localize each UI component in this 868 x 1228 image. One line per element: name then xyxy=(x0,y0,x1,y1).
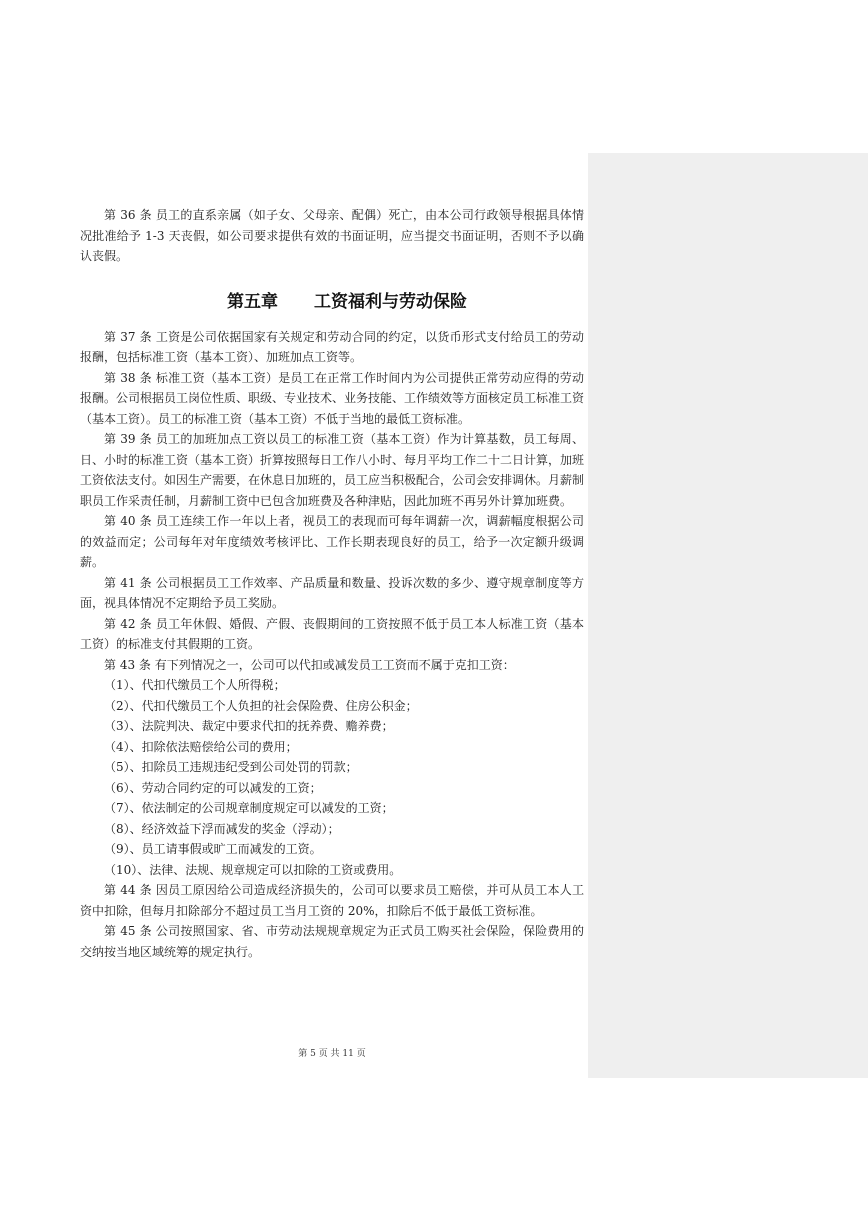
article-45: 第 45 条 公司按照国家、省、市劳动法规规章规定为正式员工购买社会保险，保险费用的交纳按当地区域统筹的规定执行。 xyxy=(80,924,584,959)
deduction-list xyxy=(80,675,584,880)
article-36: 第 36 条 员工的直系亲属（如子女、父母亲、配偶）死亡，由本公司行政领导根据具体情况批准给予 1-3 天丧假，如公司要求提供有效的书面证明，应当提交书面证明，否则不予以确认丧假。 xyxy=(80,208,584,263)
list-item: （3）、法院判决、裁定中要求代扣的抚养费、赡养费； xyxy=(104,719,394,733)
article-37: 第 37 条 工资是公司依据国家有关规定和劳动合同的约定，以货币形式支付给员工的劳动报酬，包括标准工资（基本工资）、加班加点工资等。 xyxy=(80,329,584,364)
article-42: 第 42 条 员工年休假、婚假、产假、丧假期间的工资按照不低于员工本人标准工资（基本工资）的标准支付其假期的工资。 xyxy=(80,616,584,651)
list-item: （6）、劳动合同约定的可以减发的工资； xyxy=(104,780,322,795)
list-item: （10）、法律、法规、规章规定可以扣除的工资或费用。 xyxy=(104,862,402,877)
article-39: 第 39 条 员工的加班加点工资以员工的标准工资（基本工资）作为计算基数，员工每周、日、小时的标准工资（基本工资）折算按照每日工作八小时、每月平均工作二十二日计算，加班工资依法支付。如因生产需要，在休息日加班的，员工应当积极配合，公司会安排调休。月薪制职员工作采责任制，月薪制工资中已包含加班费及各种津贴，因此加班不再另外计算加班费。 xyxy=(80,432,585,508)
list-item: （9）、员工请事假或旷工而减发的工资。 xyxy=(104,842,322,856)
document-body xyxy=(80,205,584,962)
article-44: 第 44 条 因员工原因给公司造成经济损失的，公司可以要求员工赔偿，并可从员工本人工资中扣除，但每月扣除部分不超过员工当月工资的 20%，扣除后不低于最低工资标准。 xyxy=(80,883,584,918)
list-item: （5）、扣除员工违规违纪受到公司处罚的罚款； xyxy=(104,760,358,774)
list-item: （7）、依法制定的公司规章制度规定可以减发的工资； xyxy=(104,801,394,815)
article-38: 第 38 条 标准工资（基本工资）是员工在正常工作时间内为公司提供正常劳动应得的劳动报酬。公司根据员工岗位性质、职级、专业技术、业务技能、工作绩效等方面核定员工标准工资（基本工资）。员工的标准工资（基本工资）不低于当地的最低工资标准。 xyxy=(80,370,585,426)
chapter-heading xyxy=(80,289,584,315)
list-item: （2）、代扣代缴员工个人负担的社会保险费、住房公积金； xyxy=(104,698,418,713)
list-item: （1）、代扣代缴员工个人所得税； xyxy=(104,678,286,692)
comment-margin-pane xyxy=(588,153,868,1078)
article-43: 第 43 条 有下列情况之一，公司可以代扣或减发员工工资而不属于克扣工资： xyxy=(104,657,515,672)
chapter-title: 工资福利与劳动保险 xyxy=(314,291,467,312)
chapter-number: 第五章 xyxy=(227,291,278,312)
list-item: （4）、扣除依法赔偿给公司的费用； xyxy=(104,739,298,754)
article-40: 第 40 条 员工连续工作一年以上者，视员工的表现而可每年调薪一次，调薪幅度根据公司的效益而定；公司每年对年度绩效考核评比、工作长期表现良好的员工，给予一次定额升级调薪。 xyxy=(80,514,584,569)
list-item: （8）、经济效益下浮而减发的奖金（浮动）； xyxy=(104,821,340,836)
page-number-footer: 第 5 页 共 11 页 xyxy=(298,1049,366,1059)
article-41: 第 41 条 公司根据员工工作效率、产品质量和数量、投诉次数的多少、遵守规章制度等方面，视具体情况不定期给予员工奖励。 xyxy=(80,575,584,610)
